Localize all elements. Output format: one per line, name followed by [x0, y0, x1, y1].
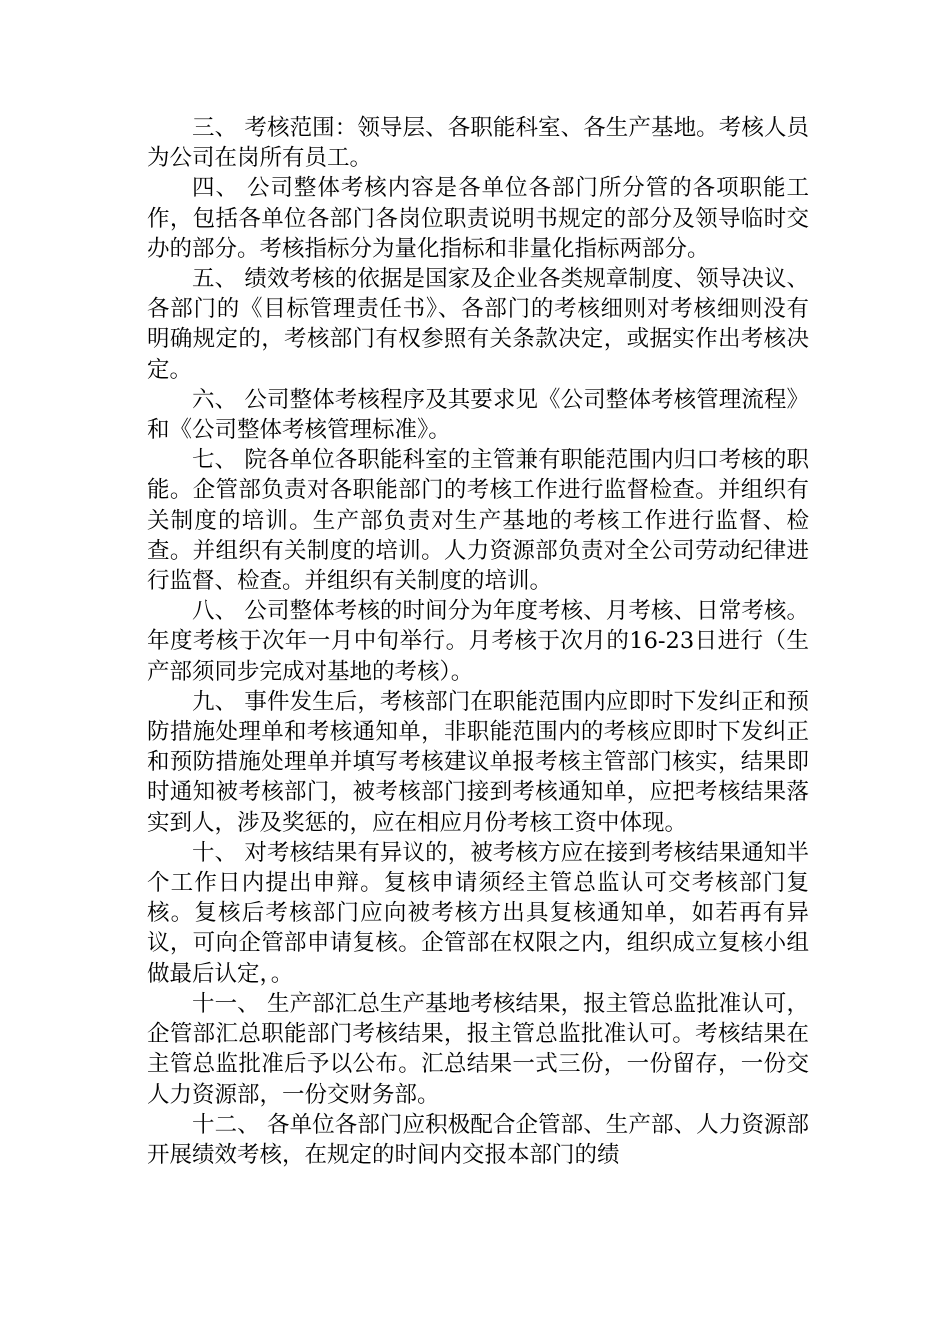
- paragraph-8: 八、 公司整体考核的时间分为年度考核、月考核、日常考核。年度考核于次年一月中旬举行。月考核于次月的16-23日进行（生产部须同步完成对基地的考核）。: [147, 598, 809, 685]
- paragraph-12: 十二、 各单位各部门应积极配合企管部、生产部、人力资源部开展绩效考核，在规定的时间内交报本部门的绩: [147, 1111, 809, 1168]
- paragraph-4: 四、 公司整体考核内容是各单位各部门所分管的各项职能工作，包括各单位各部门各岗位职责说明书规定的部分及领导临时交办的部分。考核指标分为量化指标和非量化指标两部分。: [147, 175, 809, 262]
- paragraph-10: 十、 对考核结果有异议的，被考核方应在接到考核结果通知半个工作日内提出申辩。复核申请须经主管总监认可交考核部门复核。复核后考核部门应向被考核方出具复核通知单，如若再有异议，可向企管部申请复核。企管部在权限之内，组织成立复核小组做最后认定，。: [147, 839, 809, 987]
- paragraph-3: 三、 考核范围：领导层、各职能科室、各生产基地。考核人员为公司在岗所有员工。: [147, 115, 809, 172]
- paragraph-7: 七、 院各单位各职能科室的主管兼有职能范围内归口考核的职能。企管部负责对各职能部门的考核工作进行监督检查。并组织有关制度的培训。生产部负责对生产基地的考核工作进行监督、检查。并组织有关制度的培训。人力资源部负责对全公司劳动纪律进行监督、检查。并组织有关制度的培训。: [147, 447, 809, 595]
- paragraph-9: 九、 事件发生后，考核部门在职能范围内应即时下发纠正和预防措施处理单和考核通知单，非职能范围内的考核应即时下发纠正和预防措施处理单并填写考核建议单报考核主管部门核实，结果即时通知被考核部门，被考核部门接到考核通知单，应把考核结果落实到人，涉及奖惩的，应在相应月份考核工资中体现。: [147, 688, 809, 836]
- document-page: [147, 113, 809, 1170]
- paragraph-6: 六、 公司整体考核程序及其要求见《公司整体考核管理流程》和《公司整体考核管理标准》。: [147, 386, 809, 444]
- paragraph-5: 五、 绩效考核的依据是国家及企业各类规章制度、领导决议、各部门的《目标管理责任书》、各部门的考核细则对考核细则没有明确规定的，考核部门有权参照有关条款决定，或据实作出考核决定。: [147, 266, 809, 383]
- paragraph-11: 十一、 生产部汇总生产基地考核结果，报主管总监批准认可，企管部汇总职能部门考核结果，报主管总监批准认可。考核结果在主管总监批准后予以公布。汇总结果一式三份，一份留存，一份交人力资源部，一份交财务部。: [147, 990, 809, 1108]
